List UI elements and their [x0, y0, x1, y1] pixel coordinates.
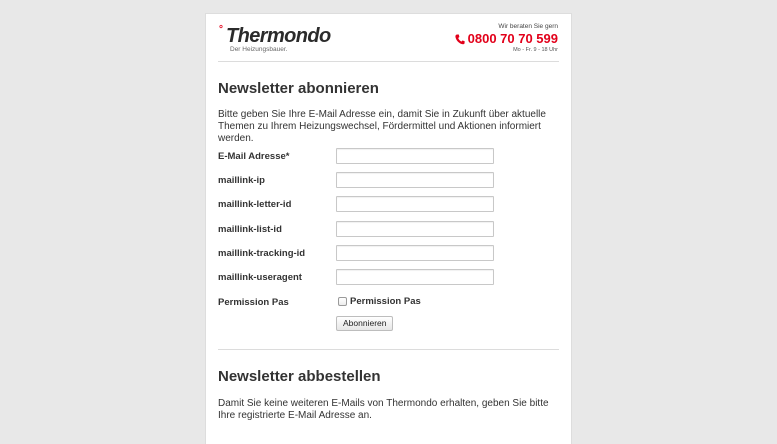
- newsletter-card: [206, 14, 571, 444]
- unsubscribe-intro: Damit Sie keine weiteren E-Mails von Thermondo erhalten, geben Sie bitte Ihre registrierte E-Mail Adresse an.: [218, 398, 549, 421]
- maillink-tracking-id-label: maillink-tracking-id: [218, 248, 306, 259]
- section-divider: [218, 349, 559, 350]
- page-header: [206, 14, 571, 61]
- maillink-letter-id-label: maillink-letter-id: [218, 199, 292, 210]
- maillink-useragent-input[interactable]: [336, 269, 494, 285]
- logo-tagline: Der Heizungsbauer.: [230, 46, 288, 53]
- maillink-useragent-label: maillink-useragent: [218, 272, 302, 283]
- maillink-list-id-input[interactable]: [336, 221, 494, 237]
- email-label: E-Mail Adresse*: [218, 151, 290, 162]
- maillink-ip-input[interactable]: [336, 172, 494, 188]
- maillink-list-id-label: maillink-list-id: [218, 224, 282, 235]
- unsubscribe-title: Newsletter abbestellen: [218, 368, 381, 385]
- logo-degree-mark: °: [219, 24, 223, 35]
- contact-phone[interactable]: 0800 70 70 599: [467, 31, 558, 46]
- header-divider: [218, 61, 559, 62]
- phone-icon: [455, 34, 465, 45]
- contact-intro: Wir beraten Sie gern: [498, 23, 558, 30]
- contact-hours: Mo - Fr. 9 - 18 Uhr: [513, 47, 558, 53]
- email-input[interactable]: [336, 148, 494, 164]
- maillink-tracking-id-input[interactable]: [336, 245, 494, 261]
- logo-name: Thermondo: [226, 25, 331, 47]
- maillink-ip-label: maillink-ip: [218, 175, 265, 186]
- subscribe-title: Newsletter abonnieren: [218, 80, 379, 97]
- contact-phone-row[interactable]: [455, 32, 558, 46]
- subscribe-intro: Bitte geben Sie Ihre E-Mail Adresse ein, damit Sie in Zukunft über aktuelle Themen zu Ihrem Heizungswechsel, Fördermittel und Aktionen informiert werden.: [218, 109, 546, 144]
- permission-checkbox[interactable]: [338, 297, 347, 306]
- contact-box: [455, 23, 558, 54]
- subscribe-button[interactable]: Abonnieren: [336, 316, 393, 331]
- maillink-letter-id-input[interactable]: [336, 196, 494, 212]
- permission-checkbox-label[interactable]: Permission Pas: [350, 296, 421, 307]
- permission-label: Permission Pas: [218, 297, 289, 308]
